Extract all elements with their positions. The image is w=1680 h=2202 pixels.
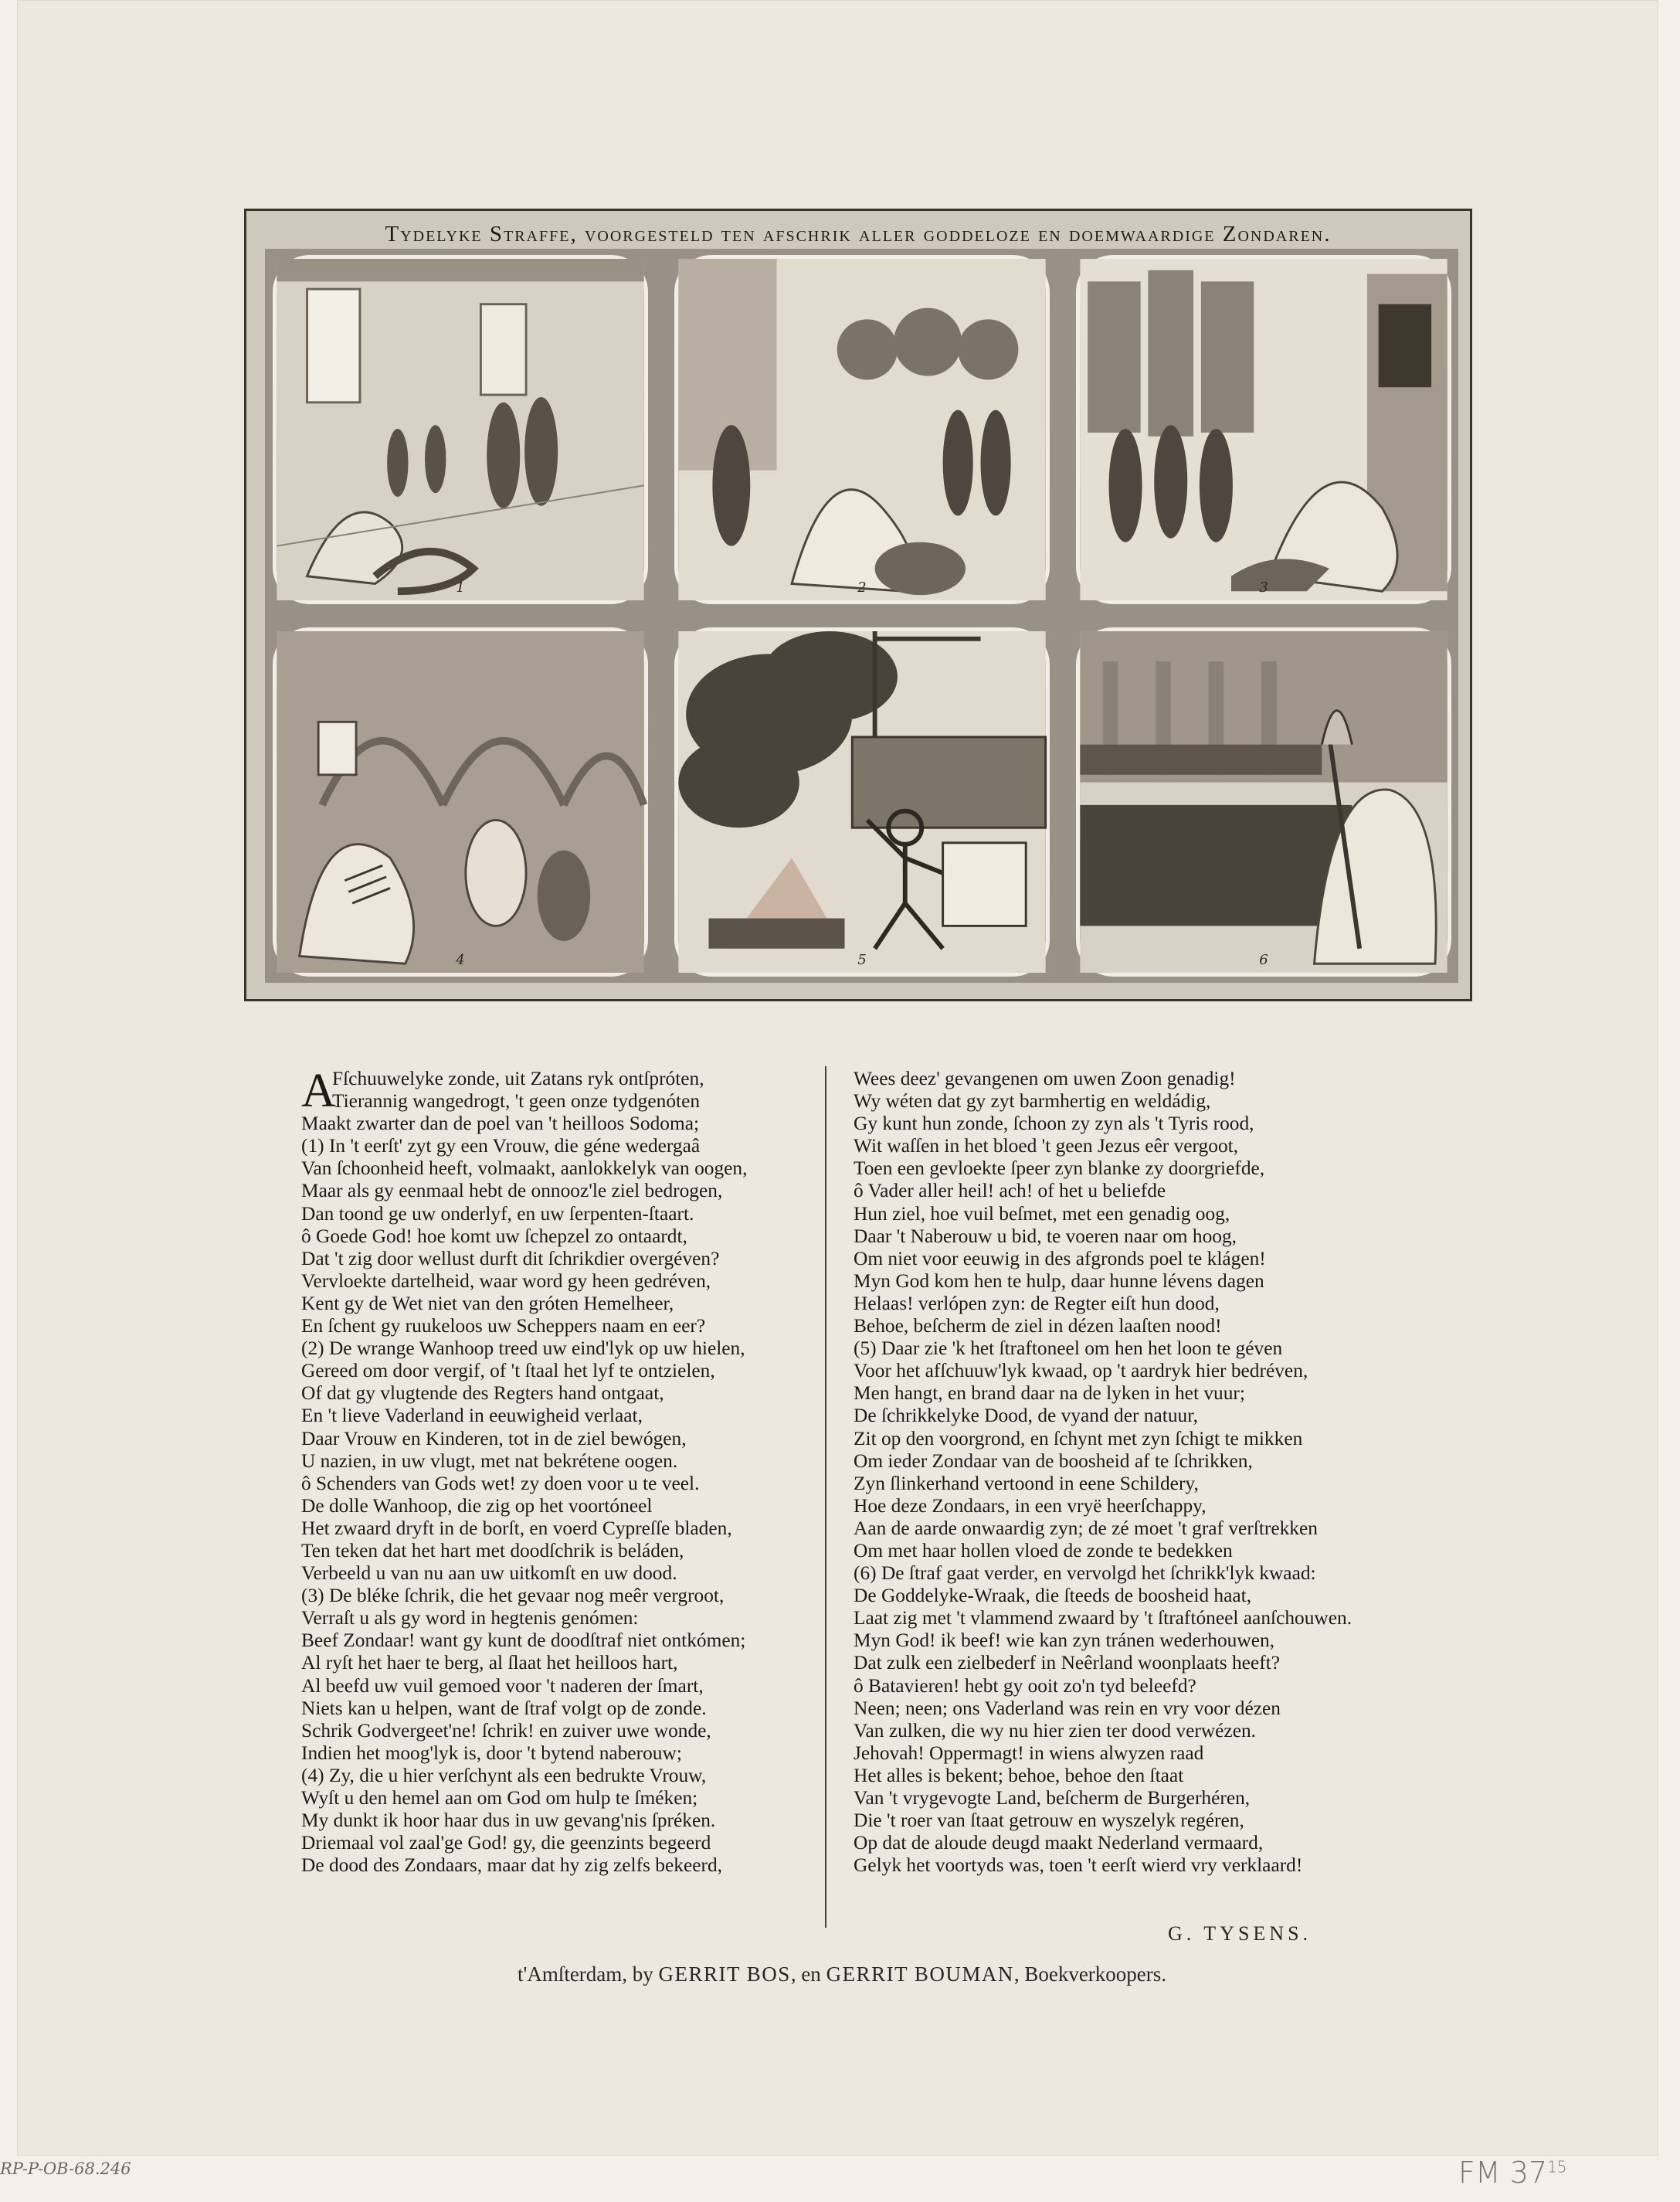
panel-number: 4 [456,952,465,968]
panel-4-prison [273,627,648,977]
verse-line: ô Vader aller heil! ach! of het u beliefde [854,1180,1166,1202]
verse-line: Het zwaard dryft in de borſt, en voerd Cypreſſe bladen, [301,1517,732,1539]
verse-line: Myn God! ik beef! wie kan zyn tránen wederhouwen, [854,1629,1275,1652]
verse-line: De dood des Zondaars, maar dat hy zig zelfs bekeerd, [301,1854,722,1877]
verse-line: Zit op den voorgrond, en ſchynt met zyn ſchigt te mikken [854,1427,1303,1449]
verse-column-right [854,1068,1394,1877]
verse-line: Behoe, beſcherm de ziel in dézen laaſten nood! [854,1315,1222,1337]
verse-line: Vervloekte dartelheid, waar word gy heen gedréven, [301,1269,711,1292]
verse-line: Gelyk het voortyds was, toen 't eerſt wierd vry verklaard! [854,1854,1303,1877]
verse-line: Myn God kom hen te hulp, daar hunne lévens dagen [854,1269,1264,1292]
verse-line: Helaas! verlópen zyn: de Regter eiſt hun dood, [854,1292,1220,1314]
panel-5-illustration [678,631,1046,973]
verse-line: Op dat de aloude deugd maakt Nederland vermaard, [854,1832,1264,1854]
verse-line: En ſchent gy ruukeloos uw Scheppers naam en eer? [301,1315,706,1337]
verse-line: Toen een gevloekte ſpeer zyn blanke zy doorgriefde, [854,1157,1265,1180]
verse-line: Daar 't Naberouw u bid, te voeren naar om hoog, [854,1225,1237,1247]
publisher-name-1: GERRIT BOS [658,1962,791,1986]
verse-line: (3) De bléke ſchrik, die het gevaar nog meêr vergroot, [301,1585,725,1607]
verse-line: Gy kunt hun zonde, ſchoon zy zyn als 't Tyris rood, [854,1113,1254,1135]
verse-line: Hun ziel, hoe vuil beſmet, met een genadig oog, [854,1202,1230,1225]
verse-line: Wees deez' gevangenen om uwen Zoon genadig! [854,1068,1236,1089]
catalogue-number [1458,2156,1567,2190]
verse-line: Van ſchoonheid heeft, volmaakt, aanlokkelyk van oogen, [301,1157,748,1180]
verse-line: Laat zig met 't vlammend zwaard by 't ſtraftóneel aanſchouwen. [854,1607,1352,1629]
verse-line: Al ryſt het haer te berg, al ſlaat het heilloos hart, [301,1652,678,1674]
catalogue-number-main: FM 37 [1458,2156,1548,2190]
verse-line: Gereed om door vergif, of 't ſtaal het lyf te ontzielen, [301,1360,715,1382]
panel-5-execution [674,627,1050,977]
imprint-prefix: t'Amſterdam, by [517,1962,659,1986]
drop-cap: A [301,1065,336,1117]
verse-line: Indien het moog'lyk is, door 't bytend naberouw; [301,1742,682,1764]
verse-line: Om met haar hollen vloed de zonde te bedekken [854,1539,1233,1561]
verse-line: Fſchuuwelyke zonde, uit Zatans ryk ontſpróten, [332,1068,704,1089]
imprint-suffix: , Boekverkoopers. [1013,1962,1167,1986]
panel-number: 5 [857,952,867,968]
verse-line: Beef Zondaar! want gy kunt de doodſtraf niet ontkómen; [301,1629,746,1652]
verse-line: Maakt zwarter dan de poel van 't heilloos Sodoma; [301,1113,700,1135]
verse-line: ô Batavieren! hebt gy ooit zo'n tyd beleefd? [854,1674,1196,1697]
verse-line: Om ieder Zondaar van de boosheid af te ſchrikken, [854,1449,1253,1472]
panel-1-illustration [277,259,644,600]
verse-line: (6) De ſtraf gaat verder, en vervolgd het ſchrikk'lyk kwaad: [854,1562,1316,1585]
verse-line: Verraſt u als gy word in hegtenis genómen: [301,1607,639,1629]
panel-3-terror [1076,255,1451,604]
verse-line: (2) De wrange Wanhoop treed uw eind'lyk op uw hielen, [301,1337,745,1360]
panel-6-illustration [1080,631,1448,973]
panel-1-temptress [273,255,648,604]
verse-line: Dat 't zig door wellust durft dit ſchrikdier overgéven? [301,1247,720,1269]
panel-number: 1 [456,579,465,596]
imprint-line [301,1962,1383,1986]
verse-line: Van 't vrygevogte Land, beſcherm de Burgerhéren, [854,1787,1251,1809]
catalogue-number-sup: 15 [1547,2157,1567,2177]
verse-line: Neen; neen; ons Vaderland was rein en vry voor dézen [854,1697,1281,1719]
verse-line: (4) Zy, die u hier verſchynt als een bedrukte Vrouw, [301,1764,707,1786]
column-divider [825,1066,826,1928]
verse-line: (5) Daar zie 'k het ſtraftoneel om hen het loon te géven [854,1337,1283,1360]
verse-line: Daar Vrouw en Kinderen, tot in de ziel bewógen, [301,1427,687,1449]
panel-2-illustration [678,259,1046,600]
panel-number: 2 [857,579,867,596]
imprint-mid: , en [790,1962,826,1986]
verse-line: Ten teken dat het hart met doodſchrik is beláden, [301,1539,684,1561]
verse-line: De Goddelyke-Wraak, die ſteeds de boosheid haat, [854,1585,1252,1607]
verse-line: De ſchrikkelyke Dood, de vyand der natuur, [854,1405,1198,1427]
panel-3-illustration [1080,259,1448,600]
verse-line: Van zulken, die wy nu hier zien ter dood verwézen. [854,1719,1257,1742]
verse-line: Of dat gy vlugtende des Regters hand ontgaat, [301,1382,664,1405]
verse-line: Om niet voor eeuwig in des afgronds poel te klágen! [854,1247,1266,1269]
plate-title: Tydelyke Straffe, voorgesteld ten afschrik aller goddeloze en doemwaardige Zondaren. [385,222,1332,246]
verse-line: Wyſt u den hemel aan om God om hulp te ſméken; [301,1787,698,1809]
verse-line: Zyn ſlinkerhand vertoond in eene Schildery, [854,1472,1199,1494]
panel-6-divine-vengeance [1076,627,1451,977]
verse-line: U nazien, in uw vlugt, met nat bekrétene oogen. [301,1449,678,1472]
verse-line: Aan de aarde onwaardig zyn; de zé moet 't graf verſtrekken [854,1517,1318,1539]
panel-grid [265,249,1458,983]
verse-line: Schrik Godvergeet'ne! ſchrik! en zuiver uwe wonde, [301,1719,711,1742]
verse-line: Het alles is bekent; behoe, behoe den ſtaat [854,1764,1184,1786]
verse-line: Al beefd uw vuil gemoed voor 't naderen der ſmart, [301,1674,704,1697]
verse-line: Dan toond ge uw onderlyf, en uw ſerpenten-ſtaart. [301,1202,694,1225]
verse-line: Driemaal vol zaal'ge God! gy, die geenzints begeerd [301,1832,711,1854]
verse-line: Maar als gy eenmaal hebt de onnooz'le ziel bedrogen, [301,1180,723,1202]
panel-4-illustration [277,631,644,973]
verse-line: Voor het afſchuuw'lyk kwaad, op 't aardryk hier bedréven, [854,1360,1308,1382]
panel-number: 6 [1259,952,1268,968]
inventory-number: RP-P-OB-68.246 [0,2160,131,2178]
panel-2-despair [674,255,1050,604]
verse-line: Die 't roer van ſtaat getrouw en wyszelyk regéren, [854,1810,1244,1832]
verse-line: Kent gy de Wet niet van den gróten Hemelheer, [301,1292,674,1314]
verse-line: Verbeeld u van nu aan uw uitkomſt en uw dood. [301,1562,677,1585]
verse-line: Hoe deze Zondaars, in een vryë heerſchappy, [854,1494,1207,1517]
verse-line: En 't lieve Vaderland in eeuwigheid verlaat, [301,1405,643,1427]
verse-line: Dat zulk een zielbederf in Neêrland woonplaats heeft? [854,1652,1280,1674]
verse-line: ô Goede God! hoe komt uw ſchepzel zo ontaardt, [301,1225,687,1247]
verse-line: Niets kan u helpen, want de ſtraf volgt op de zonde. [301,1697,707,1719]
author-signature: G. TYSENS. [1168,1922,1312,1945]
verse-line: Jehovah! Oppermagt! in wiens alwyzen raad [854,1742,1204,1764]
verse-line: ô Schenders van Gods wet! zy doen voor u te veel. [301,1472,700,1494]
verse-line: (1) In 't eerſt' zyt gy een Vrouw, die géne wedergaâ [301,1135,701,1157]
verse-line: Wy wéten dat gy zyt barmhertig en weldádig, [854,1090,1211,1113]
verse-column-left [301,1065,842,1877]
panel-number: 3 [1259,579,1268,596]
publisher-name-2: GERRIT BOUMAN [826,1962,1014,1986]
verse-line: Men hangt, en brand daar na de lyken in het vuur; [854,1382,1245,1405]
verse-line: My dunkt ik hoor haar dus in uw gevang'nis ſpréken. [301,1810,716,1832]
verse-line: Tierannig wangedrogt, 't geen onze tydgenóten [332,1090,701,1113]
verse-line: De dolle Wanhoop, die zig op het voortóneel [301,1494,653,1517]
verse-line: Wit waſſen in het bloed 't geen Jezus eêr vergoot, [854,1135,1239,1157]
